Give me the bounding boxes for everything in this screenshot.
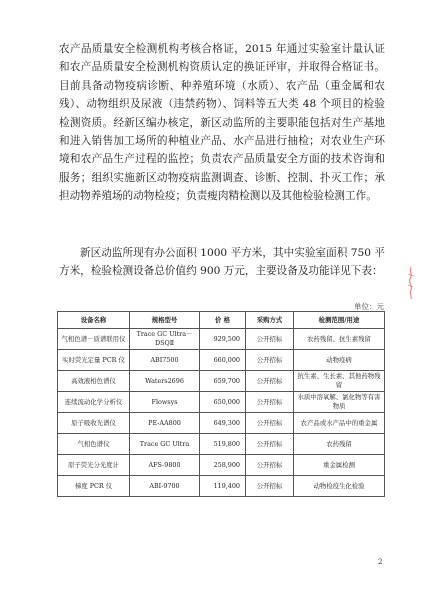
cell-procurement: 公开招标 [246, 329, 294, 350]
cell-price: 929,500 [200, 329, 246, 350]
cell-scope: 水质中溶氧解、氯化物等有害物质 [294, 392, 385, 413]
cell-name: 梯度 PCR 仪 [58, 476, 130, 497]
unit-label: 单位：元 [354, 302, 384, 311]
header-procurement: 采购方式 [246, 312, 294, 329]
table-row [58, 350, 385, 371]
cell-price: 649,300 [200, 413, 246, 434]
cell-procurement: 公开招标 [246, 455, 294, 476]
cell-scope: 动物检疫生化检验 [294, 476, 385, 497]
cell-model: Trace GC Ultra [130, 434, 200, 455]
cell-scope: 农药残留、抗生素残留 [294, 329, 385, 350]
header-price: 价 格 [200, 312, 246, 329]
cell-name: 原子吸收光谱仪 [58, 413, 130, 434]
cell-price: 650,000 [200, 392, 246, 413]
table-header-row [58, 312, 385, 329]
table-row [58, 434, 385, 455]
header-model: 规格型号 [130, 312, 200, 329]
table-row [58, 476, 385, 497]
cell-scope: 抗生素、生长素、其他药物残留 [294, 371, 385, 392]
cell-price: 119,400 [200, 476, 246, 497]
cell-model: Trace GC Ultra－DSQⅡ [130, 329, 200, 350]
cell-name: 气相色谱－质谱联用仪 [58, 329, 130, 350]
table-row [58, 371, 385, 392]
cell-procurement: 公开招标 [246, 476, 294, 497]
cell-procurement: 公开招标 [246, 434, 294, 455]
cell-price: 660,000 [200, 350, 246, 371]
cell-procurement: 公开招标 [246, 413, 294, 434]
cell-model: AFS-9800 [130, 455, 200, 476]
table-row [58, 392, 385, 413]
cell-name: 原子荧光分光度计 [58, 455, 130, 476]
cell-scope: 农产品或水产品中的重金属 [294, 413, 385, 434]
equipment-table [57, 311, 385, 497]
cell-name: 高效液相色谱仪 [58, 371, 130, 392]
cell-price: 519,800 [200, 434, 246, 455]
cell-model: ABI-9700 [130, 476, 200, 497]
cell-scope: 农药残留 [294, 434, 385, 455]
cell-scope: 动物疫病 [294, 350, 385, 371]
table-row [58, 455, 385, 476]
table-row [58, 329, 385, 350]
header-scope: 检测范围/用途 [294, 312, 385, 329]
cell-model: PE-AA800 [130, 413, 200, 434]
body-paragraph-2: 新区动监所现有办公面积 1000 平方米，其中实验室面积 750 平方米，检验检测设备总价值约 900 万元，主要设备及功能详见下表： [59, 247, 385, 278]
header-equipment-name: 设备名称 [58, 312, 130, 329]
cell-model: ABI7500 [130, 350, 200, 371]
cell-price: 258,900 [200, 455, 246, 476]
cell-model: Flowsys [130, 392, 200, 413]
cell-model: Waters2696 [130, 371, 200, 392]
cell-procurement: 公开招标 [246, 392, 294, 413]
cell-price: 659,700 [200, 371, 246, 392]
cell-scope: 重金属检测 [294, 455, 385, 476]
cell-procurement: 公开招标 [246, 350, 294, 371]
page-number: 2 [378, 558, 383, 566]
cell-name: 气相色谱仪 [58, 434, 130, 455]
table-row [58, 413, 385, 434]
margin-stamp-mark-icon [406, 266, 416, 300]
cell-name: 实时荧光定量 PCR 仪 [58, 350, 130, 371]
cell-name: 连续流动化学分析仪 [58, 392, 130, 413]
cell-procurement: 公开招标 [246, 371, 294, 392]
body-paragraph-1: 农产品质量安全检测机构考核合格证，2015 年通过实验室计量认证和农产品质量安全检测机构资质认定的换证评审，并取得合格证书。目前具备动物疫病诊断、种养殖环境（水质）、农产品（重金属和农残）、动物组织及尿液（违禁药物）、饲料等五大类 48 个项目的检验检测资质。经新区编办核定，新区动监所的主要职能包括对生产基地和进入销售加工场所的种植业产品、水产品进行抽检；对农业生产环境和农产品生产过程的监控；负责农产品质量安全方面的技术咨询和服务；组织实施新区动物疫病监测调查、诊断、控制、扑灭工作；承担动物养殖场的动物检疫；负责瘦肉精检测以及其他检验检测工作。 [59, 43, 385, 203]
